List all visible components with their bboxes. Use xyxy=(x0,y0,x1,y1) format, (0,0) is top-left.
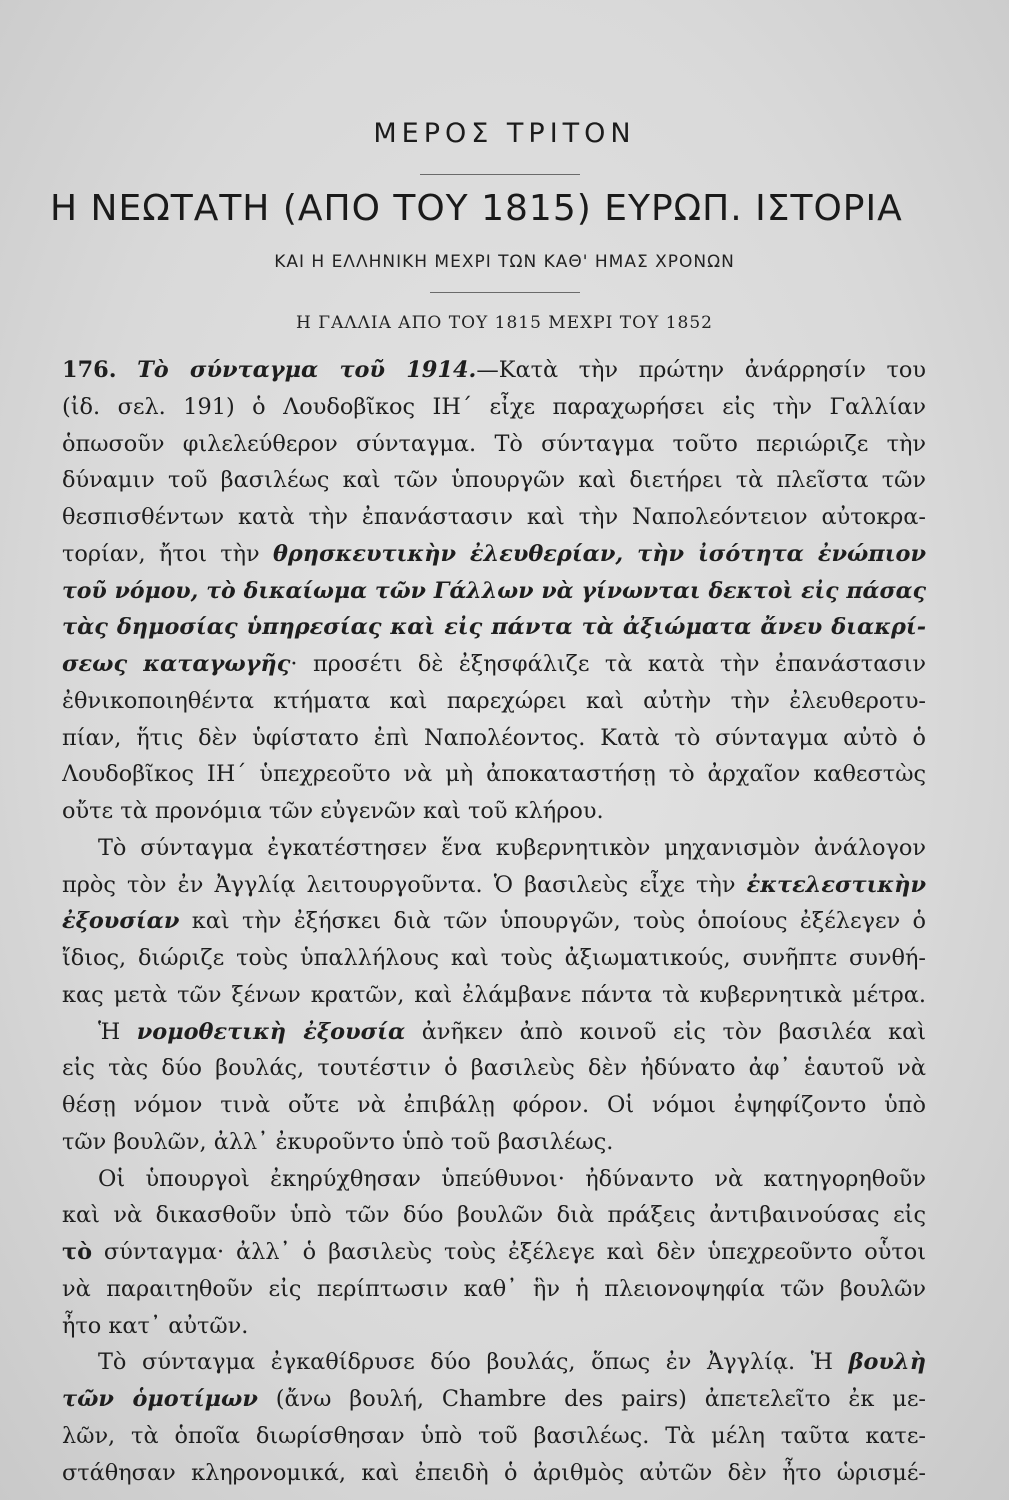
text-span: καὶ τὴν ἐξήσκει διὰ τῶν ὑπουργῶν, τοὺς ὁποίους ἐξέλεγεν ὁ xyxy=(179,908,926,935)
chapter-subtitle: ΚΑΙ Η ΕΛΛΗΝΙΚΗ ΜΕΧΡΙ ΤΩΝ ΚΑΘ' ΗΜΑΣ ΧΡΟΝΩΝ xyxy=(274,252,735,272)
text-span: Τὸ σύνταγμα ἐγκαθίδρυσε δύο βουλάς, ὅπως ἐν Ἀγγλίᾳ. Ἡ xyxy=(98,1349,834,1376)
text-line: θέσῃ νόμον τινὰ οὔτε νὰ ἐπιβάλῃ φόρον. Οἱ νόμοι ἐψηφίζοντο ὑπὸ xyxy=(62,1092,926,1118)
text-span: πρὸς τὸν ἐν Ἀγγλίᾳ λειτουργοῦντα. Ὁ βασιλεὺς εἶχε τὴν xyxy=(62,871,736,898)
text-line xyxy=(62,352,926,389)
divider-rule xyxy=(420,174,580,175)
text-line: ἦτο κατ᾽ αὐτῶν. xyxy=(62,1312,249,1339)
text-line xyxy=(62,646,926,683)
text-span: σύνταγμα· ἀλλ᾽ ὁ βασιλεὺς τοὺς ἐξέλεγε καὶ δὲν ὑπεχρεοῦντο οὗτοι xyxy=(92,1239,926,1265)
text-line: Λουδοβῖκος ΙΗ΄ ὑπεχρεοῦτο νὰ μὴ ἀποκαταστήσῃ τὸ ἀρχαῖον καθεστὼς xyxy=(62,761,926,788)
text-line: κας μετὰ τῶν ξένων κρατῶν, καὶ ἐλάμβανε πάντα τὰ κυβερνητικὰ μέτρα. xyxy=(62,981,926,1008)
emphasis-text: ἐξουσίαν xyxy=(62,908,180,935)
text-line xyxy=(62,867,926,904)
text-line xyxy=(62,536,926,573)
text-line xyxy=(62,1344,926,1381)
text-span: —Κατὰ τὴν πρώτην ἀνάρρησίν του xyxy=(476,357,926,383)
text-line: ἐθνικοποιηθέντα κτήματα καὶ παρεχώρει καὶ αὐτὴν τὴν ἐλευθεροτυ- xyxy=(62,687,926,714)
chapter-title: Η ΝΕΩΤΑΤΗ (ΑΠΟ ΤΟΥ 1815) ΕΥΡΩΠ. ΙΣΤΟΡΙΑ xyxy=(50,188,903,229)
emphasis-text: σεως καταγωγῆς xyxy=(62,651,291,677)
text-line: θεσπισθέντων κατὰ τὴν ἐπανάστασιν καὶ τὴν Ναπολεόντειον αὐτοκρα- xyxy=(62,504,926,530)
text-span: Ἡ xyxy=(98,1018,121,1045)
text-line: οὔτε τὰ προνόμια τῶν εὐγενῶν καὶ τοῦ κλήρου. xyxy=(62,798,604,824)
text-line: καὶ νὰ δικασθοῦν ὑπὸ τῶν δύο βουλῶν διὰ πράξεις ἀντιβαινούσας εἰς xyxy=(62,1202,926,1229)
emphasis-line: τοῦ νόμου, τὸ δικαίωμα τῶν Γάλλων νὰ γίνωνται δεκτοὶ εἰς πάσας xyxy=(62,577,926,604)
text-line: δύναμιν τοῦ βασιλέως καὶ τῶν ὑπουργῶν καὶ διετήρει τὰ πλεῖστα τῶν xyxy=(62,467,926,494)
text-line xyxy=(62,1014,926,1051)
paragraph-number: 176. xyxy=(62,357,117,383)
text-line xyxy=(62,1381,926,1418)
text-line: Τὸ σύνταγμα ἐγκατέστησεν ἕνα κυβερνητικὸν μηχανισμὸν ἀνάλογον xyxy=(98,834,926,861)
text-line: στάθησαν κληρονομικά, καὶ ἐπειδὴ ὁ ἀριθμὸς αὐτῶν δὲν ἦτο ὡρισμέ- xyxy=(62,1459,926,1486)
section-title: Η ΓΑΛΛΙΑ ΑΠΟ ΤΟΥ 1815 ΜΕΧΡΙ ΤΟΥ 1852 xyxy=(296,313,713,333)
text-line: ὁπωσοῦν φιλελεύθερον σύνταγμα. Τὸ σύνταγμα τοῦτο περιώριζε τὴν xyxy=(62,430,926,457)
part-title: ΜΕΡΟΣ ΤΡΙΤΟΝ xyxy=(373,118,636,149)
text-line: ἴδιος, διώριζε τοὺς ὑπαλλήλους καὶ τοὺς ἀξιωματικούς, συνῆπτε συνθή- xyxy=(62,945,926,971)
text-span: τορίαν, ἤτοι τὴν xyxy=(62,540,260,567)
text-line: (ἰδ. σελ. 191) ὁ Λουδοβῖκος ΙΗ΄ εἶχε παραχωρήσει εἰς τὴν Γαλλίαν xyxy=(62,393,926,420)
emphasis-text: βουλὴ xyxy=(848,1349,926,1376)
paragraph-heading: Τὸ σύνταγμα τοῦ 1914. xyxy=(137,357,477,383)
emphasis-text: ἐκτελεστικὴν xyxy=(746,871,926,898)
emphasis-text: τὸ xyxy=(62,1239,92,1265)
emphasis-line: τὰς δημοσίας ὑπηρεσίας καὶ εἰς πάντα τὰ ἀξιώματα ἄνευ διακρί- xyxy=(62,614,926,641)
text-line: νὰ παραιτηθοῦν εἰς περίπτωσιν καθ᾽ ἣν ἡ πλειονοψηφία τῶν βουλῶν xyxy=(62,1275,926,1302)
text-line xyxy=(62,1234,926,1271)
text-line: τῶν βουλῶν, ἀλλ᾽ ἐκυροῦντο ὑπὸ τοῦ βασιλέως. xyxy=(62,1128,614,1155)
text-span: (ἄνω βουλή, Chambre des pairs) ἀπετελεῖτο ἐκ με- xyxy=(257,1386,926,1412)
divider-rule xyxy=(430,292,580,293)
text-line: Οἱ ὑπουργοὶ ἐκηρύχθησαν ὑπεύθυνοι· ἠδύναντο νὰ κατηγορηθοῦν xyxy=(98,1165,926,1192)
text-span: ἀνῆκεν ἀπὸ κοινοῦ εἰς τὸν βασιλέα καὶ xyxy=(405,1018,926,1045)
emphasis-text: τῶν ὁμοτίμων xyxy=(62,1386,258,1412)
text-line: πίαν, ἥτις δὲν ὑφίστατο ἐπὶ Ναπολέοντος. Κατὰ τὸ σύνταγμα αὐτὸ ὁ xyxy=(62,724,926,751)
emphasis-text: νομοθετικὴ ἐξουσία xyxy=(136,1018,406,1045)
text-line: εἰς τὰς δύο βουλάς, τουτέστιν ὁ βασιλεὺς δὲν ἠδύνατο ἀφ᾽ ἑαυτοῦ νὰ xyxy=(62,1055,926,1082)
body-text xyxy=(62,352,926,1491)
text-line xyxy=(62,903,926,940)
text-line: λῶν, τὰ ὁποῖα διωρίσθησαν ὑπὸ τοῦ βασιλέως. Τὰ μέλη ταῦτα κατε- xyxy=(62,1422,926,1449)
emphasis-text: θρησκευτικὴν ἐλευθερίαν, τὴν ἰσότητα ἐνώπιον xyxy=(272,540,926,567)
text-span: · προσέτι δὲ ἐξησφάλιζε τὰ κατὰ τὴν ἐπανάστασιν xyxy=(290,651,926,677)
